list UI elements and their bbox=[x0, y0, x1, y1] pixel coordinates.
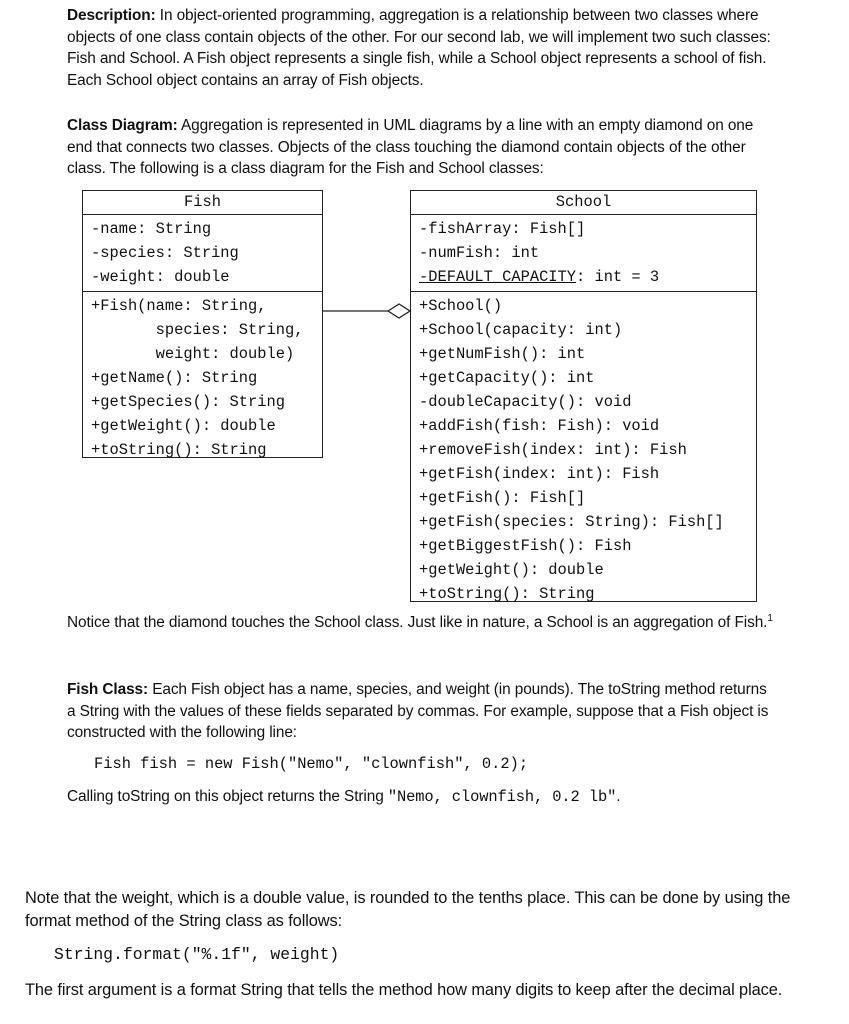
tostring-paragraph bbox=[67, 786, 779, 809]
school-method: -doubleCapacity(): void bbox=[419, 393, 632, 411]
school-method: +getFish(): Fish[] bbox=[419, 489, 586, 507]
fish-method: +Fish(name: String, bbox=[91, 297, 267, 315]
school-class-name: School bbox=[411, 191, 756, 215]
school-method: +getCapacity(): int bbox=[419, 369, 595, 387]
school-method: +getNumFish(): int bbox=[419, 345, 586, 363]
class-diagram-label: Class Diagram: bbox=[67, 117, 178, 134]
notice-paragraph bbox=[67, 612, 779, 634]
school-attribute: -numFish: int bbox=[419, 244, 540, 262]
school-method: +getFish(species: String): Fish[] bbox=[419, 513, 724, 531]
tostring-suffix: . bbox=[616, 788, 621, 805]
tostring-prefix: Calling toString on this object returns the String bbox=[67, 788, 388, 805]
school-method: +getFish(index: int): Fish bbox=[419, 465, 660, 483]
school-attributes bbox=[411, 215, 756, 291]
fish-method: weight: double) bbox=[91, 345, 295, 363]
school-attribute: -fishArray: Fish[] bbox=[419, 220, 586, 238]
notice-text: Notice that the diamond touches the School class. Just like in nature, a School is an aggregation of Fish. bbox=[67, 614, 768, 631]
school-constant-type: : int = 3 bbox=[576, 268, 660, 286]
format-code: String.format("%.1f", weight) bbox=[54, 945, 340, 964]
school-methods bbox=[411, 291, 756, 608]
aggregation-diamond-icon bbox=[388, 304, 410, 318]
fish-method: +toString(): String bbox=[91, 441, 267, 459]
description-text: In object-oriented programming, aggregation is a relationship between two classes where objects of one class contain objects of the other. For our second lab, we will implement two such classes: Fish and School. A Fish object represents a single fish, while a School object represents a school of fish. Each School object contains an array of Fish objects. bbox=[67, 7, 771, 89]
weight-note-paragraph: Note that the weight, which is a double value, is rounded to the tenths place. This can be done by using the format method of the String class as follows: bbox=[25, 889, 791, 930]
fish-attribute: -weight: double bbox=[91, 268, 230, 286]
fish-constructor-code: Fish fish = new Fish("Nemo", "clownfish", 0.2); bbox=[94, 755, 529, 773]
fish-class-text: Each Fish object has a name, species, and weight (in pounds). The toString method returns a String with the values of these fields separated by commas. For example, suppose that a Fish object is constructed with the following line: bbox=[67, 681, 769, 741]
class-diagram-text: Aggregation is represented in UML diagrams by a line with an empty diamond on one end that connects two classes. Objects of the class touching the diamond contain objects of the other class. The following is a class diagram for the Fish and School classes: bbox=[67, 117, 754, 177]
school-constant-name: -DEFAULT_CAPACITY bbox=[419, 268, 577, 286]
fish-method: +getName(): String bbox=[91, 369, 258, 387]
description-label: Description: bbox=[67, 7, 156, 24]
school-method: +getBiggestFish(): Fish bbox=[419, 537, 632, 555]
fish-method: +getSpecies(): String bbox=[91, 393, 285, 411]
fish-class-label: Fish Class: bbox=[67, 681, 149, 698]
school-method: +addFish(fish: Fish): void bbox=[419, 417, 660, 435]
format-explanation-paragraph: The first argument is a format String that tells the method how many digits to keep after the decimal place. bbox=[25, 981, 783, 999]
school-method: +getWeight(): double bbox=[419, 561, 604, 579]
fish-class-name: Fish bbox=[83, 191, 322, 215]
footnote-marker: 1 bbox=[767, 612, 773, 624]
fish-attribute: -species: String bbox=[91, 244, 239, 262]
fish-method: +getWeight(): double bbox=[91, 417, 276, 435]
school-constant bbox=[419, 265, 756, 289]
school-method: +School(capacity: int) bbox=[419, 321, 623, 339]
tostring-value: "Nemo, clownfish, 0.2 lb" bbox=[387, 788, 617, 806]
school-method: +School() bbox=[419, 297, 503, 315]
fish-class-paragraph bbox=[67, 679, 779, 744]
fish-attribute: -name: String bbox=[91, 220, 212, 238]
fish-method: species: String, bbox=[91, 321, 304, 339]
school-method: +toString(): String bbox=[419, 585, 595, 603]
school-method: +removeFish(index: int): Fish bbox=[419, 441, 687, 459]
school-class-box bbox=[410, 190, 757, 602]
